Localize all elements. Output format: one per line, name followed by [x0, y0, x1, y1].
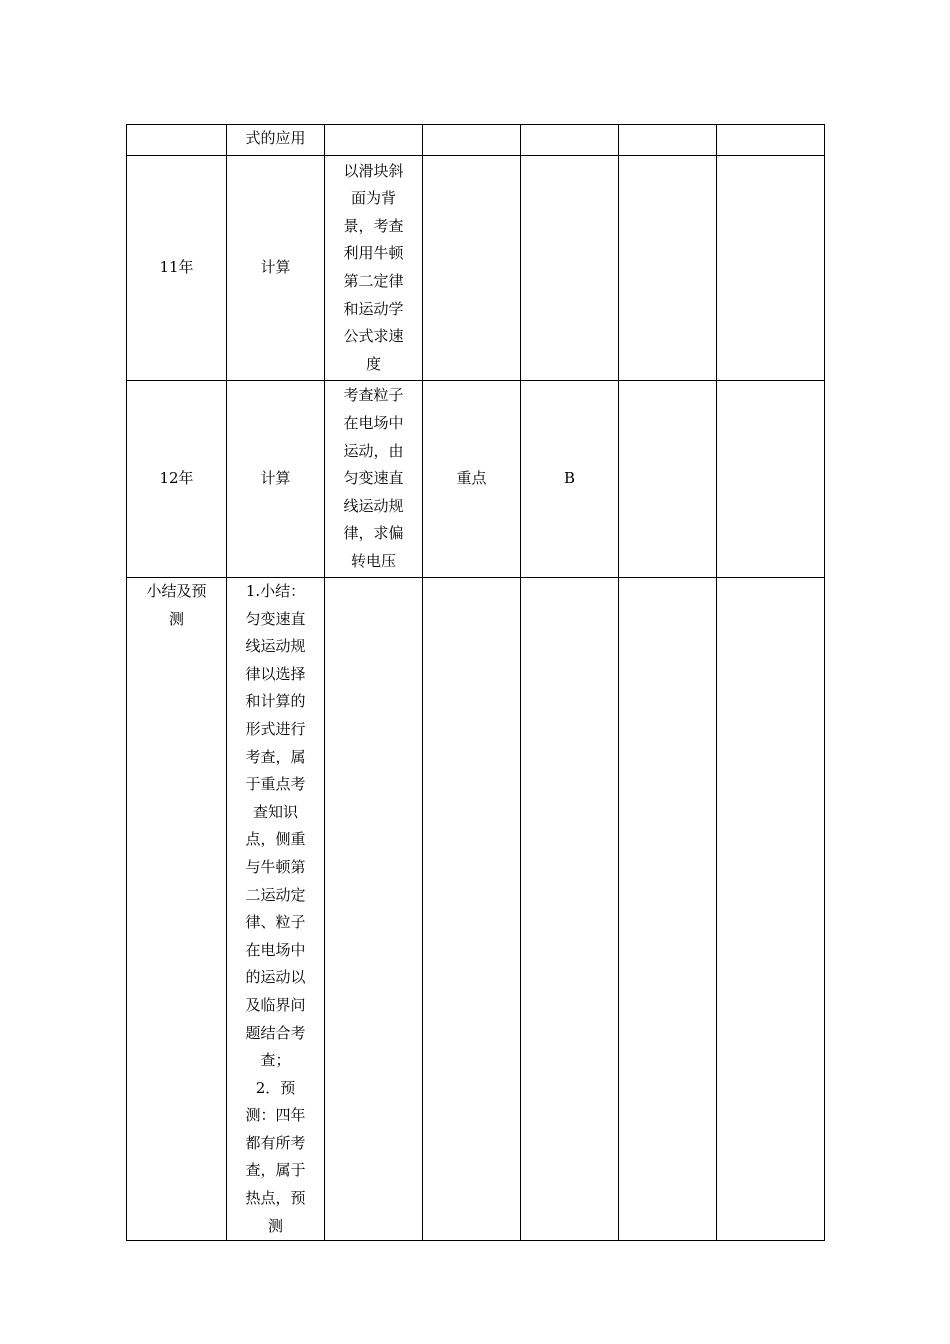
table-row [127, 125, 825, 156]
summary-text: 1.小结：匀变速直线运动规律以选择和计算的形式进行考查，属于重点考查知识点，侧重与牛顿第二运动定律、粒子在电场中的运动以及临界问题结合考查； [245, 582, 306, 1070]
year-cell: 12年 [127, 381, 227, 578]
table-cell [325, 125, 423, 156]
table-row [127, 156, 825, 381]
table-cell [127, 125, 227, 156]
level-cell: B [521, 381, 619, 578]
table-cell [521, 156, 619, 381]
table-cell [619, 125, 717, 156]
table-cell [619, 381, 717, 578]
importance-cell: 重点 [423, 381, 521, 578]
content-cell: 以滑块斜面为背景，考查利用牛顿第二定律和运动学公式求速度 [325, 156, 423, 381]
prediction-text: 2．预测：四年都有所考查，属于热点，预测 [245, 1078, 306, 1235]
table-row [127, 578, 825, 1241]
type-cell: 计算 [227, 156, 325, 381]
table-cell [717, 156, 825, 381]
table-cell [717, 381, 825, 578]
table-cell [521, 125, 619, 156]
table-cell [717, 125, 825, 156]
content-cell: 考查粒子在电场中运动，由匀变速直线运动规律，求偏转电压 [325, 381, 423, 578]
table-row [127, 381, 825, 578]
table-cell [423, 578, 521, 1241]
summary-table [126, 124, 825, 1241]
summary-label-cell: 小结及预测 [127, 578, 227, 1241]
table-cell [423, 156, 521, 381]
summary-content-cell [227, 578, 325, 1241]
table-cell [423, 125, 521, 156]
table-cell: 式的应用 [227, 125, 325, 156]
table-cell [717, 578, 825, 1241]
type-cell: 计算 [227, 381, 325, 578]
table-cell [325, 578, 423, 1241]
table-cell [619, 578, 717, 1241]
table-cell [619, 156, 717, 381]
year-cell: 11年 [127, 156, 227, 381]
table-cell [521, 578, 619, 1241]
